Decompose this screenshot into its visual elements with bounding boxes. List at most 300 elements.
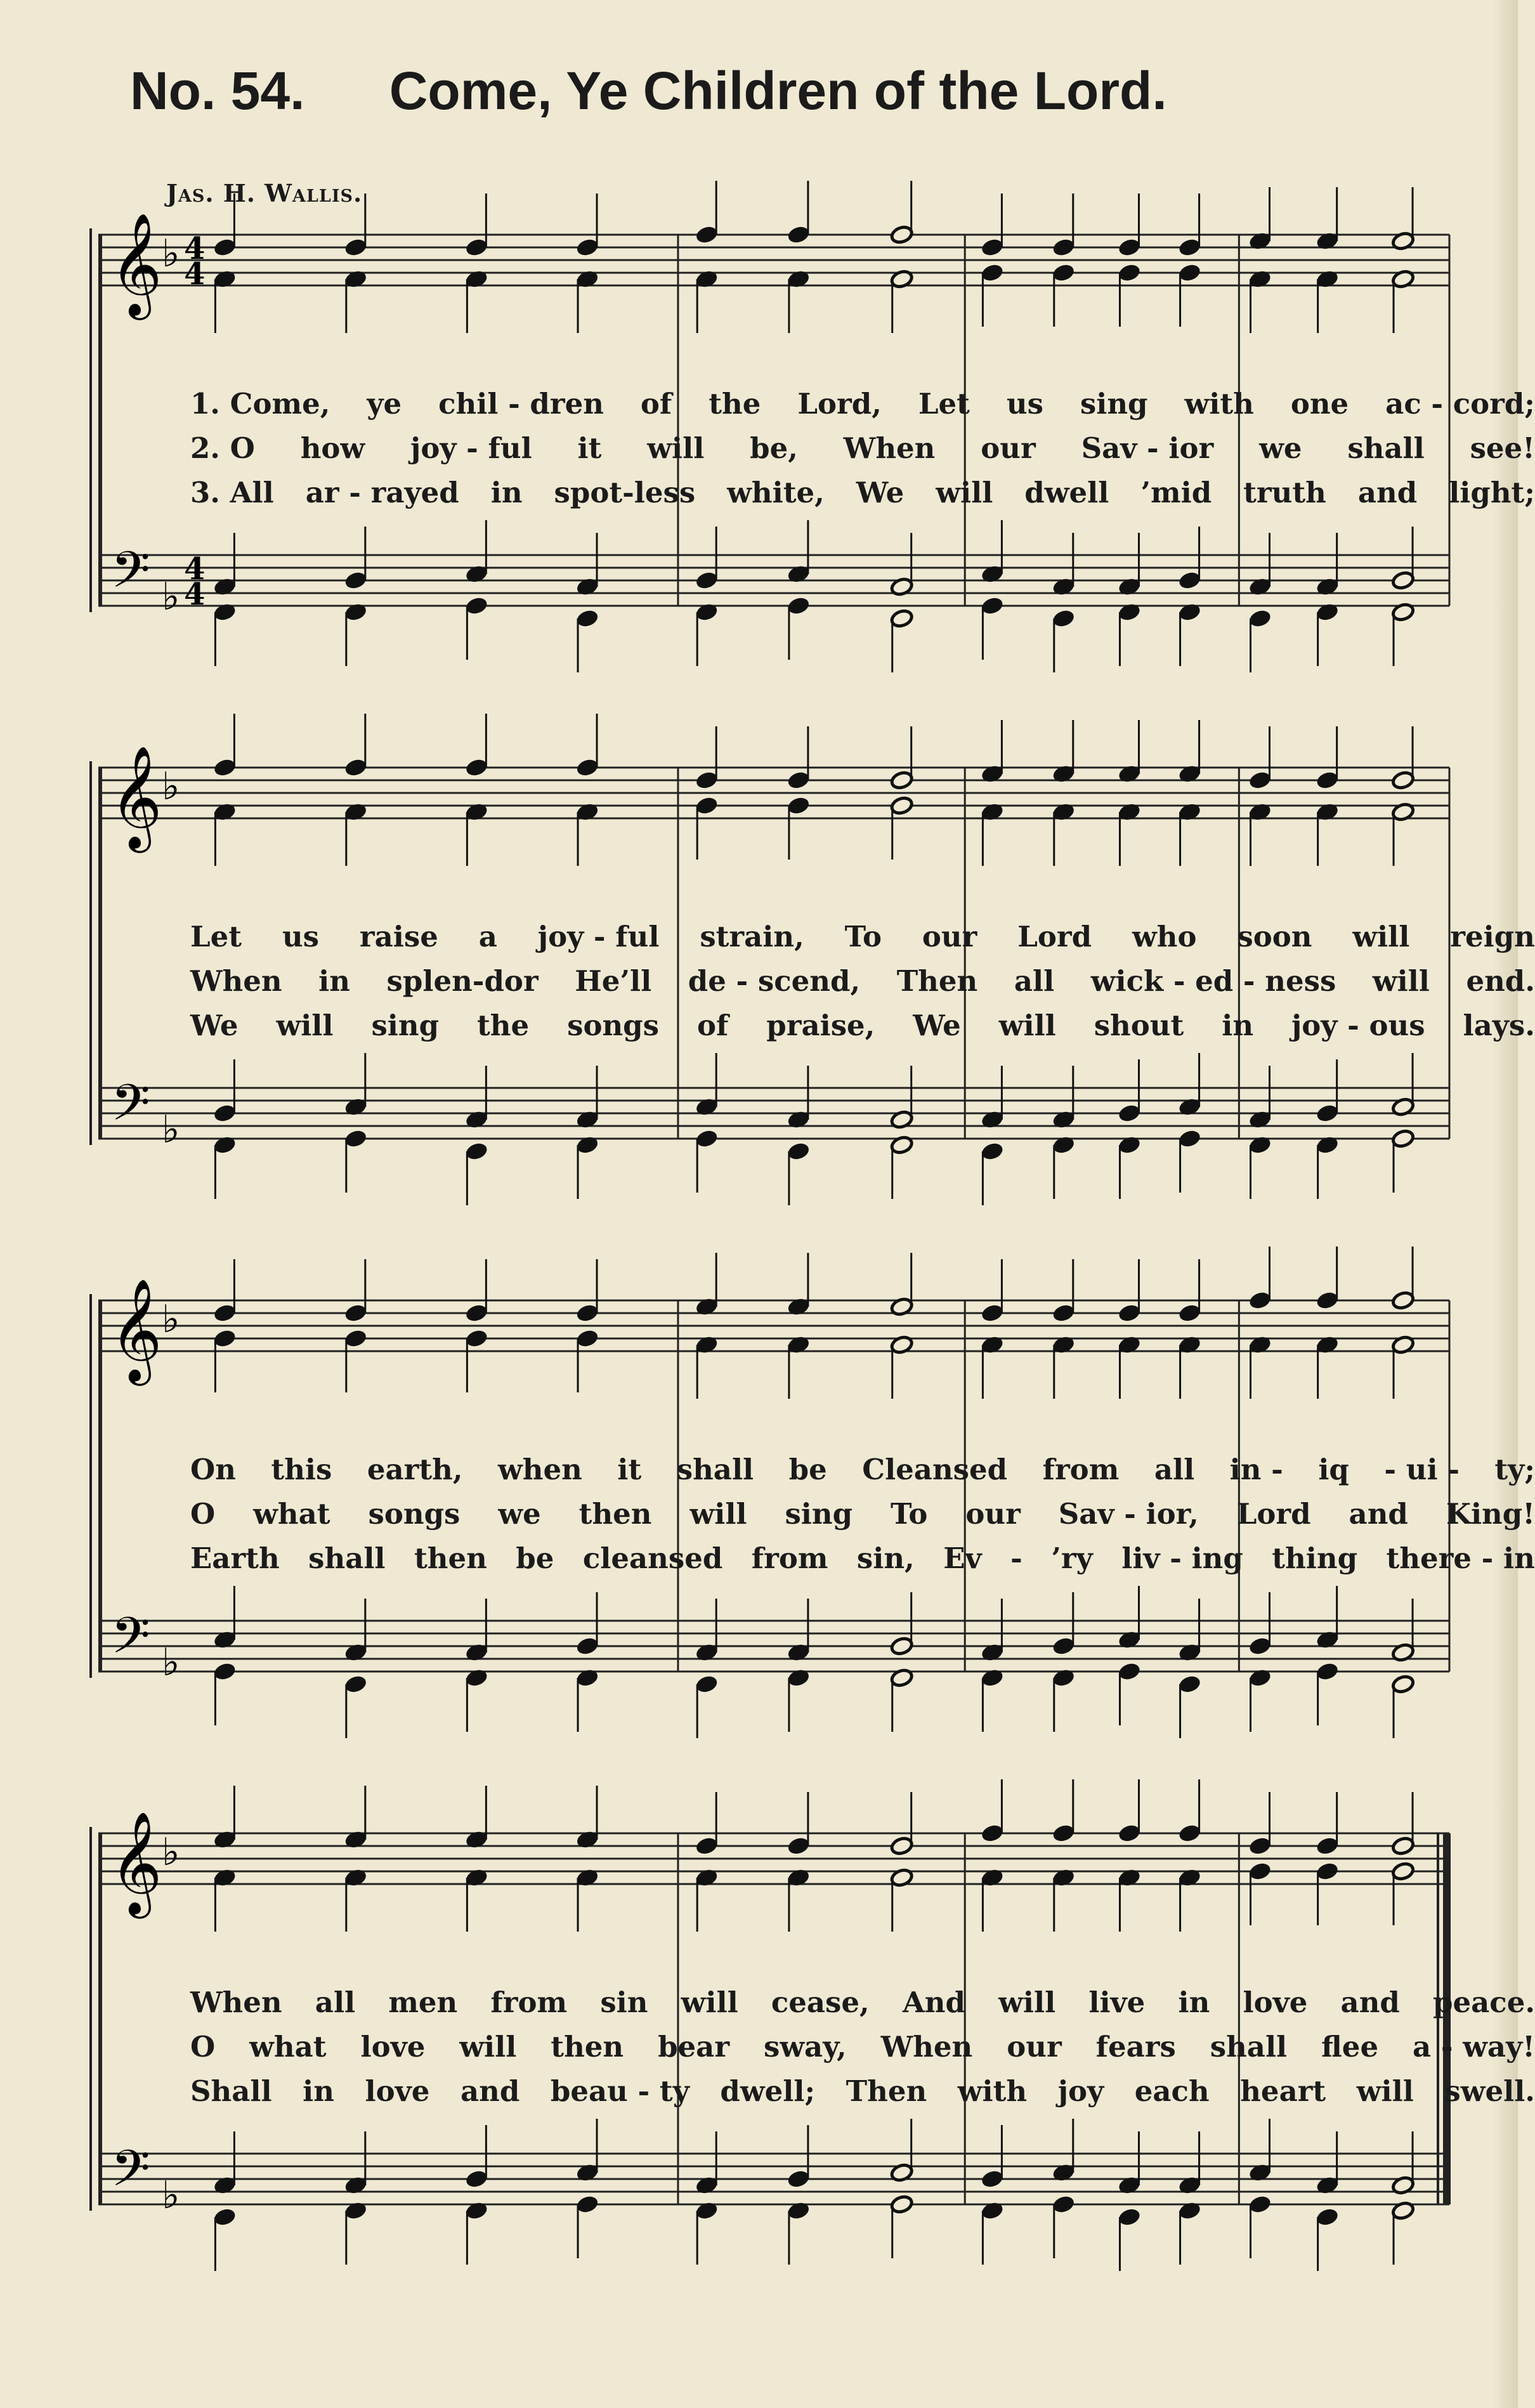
bass-staff — [98, 1621, 1449, 1672]
lyric-syllable: be — [516, 1541, 554, 1575]
lyric-syllable: Lord, — [797, 387, 882, 421]
lyric-line — [190, 920, 1535, 964]
lyric-syllable: He’ll — [575, 964, 652, 998]
lyric-syllable: chil - dren — [438, 387, 604, 421]
lyric-syllable: O — [190, 1497, 216, 1531]
quarter-note — [1118, 237, 1142, 258]
lyric-syllable: our — [1007, 2030, 1062, 2064]
lyric-syllable: will — [681, 1986, 738, 2019]
half-note — [890, 770, 914, 790]
quarter-note — [465, 1328, 489, 1349]
quarter-note — [213, 757, 237, 778]
quarter-note — [1118, 1823, 1142, 1843]
lyric-syllable: 3. All — [190, 476, 274, 509]
quarter-note — [695, 570, 719, 591]
lyric-syllable: Earth — [190, 1541, 280, 1575]
quarter-note — [1118, 263, 1142, 283]
lyric-syllable: Let — [918, 387, 970, 421]
lyric-syllable: ’ry — [1051, 1541, 1093, 1575]
lyric-syllable: bear — [658, 2030, 730, 2064]
quarter-note — [1248, 1836, 1272, 1856]
quarter-note — [695, 1129, 719, 1149]
lyric-syllable: We — [190, 1009, 238, 1042]
quarter-note — [1248, 770, 1272, 790]
lyric-syllable: will — [689, 1497, 747, 1531]
lyric-syllable: reign — [1450, 920, 1535, 953]
quarter-note — [695, 770, 719, 790]
lyric-syllable: in — [318, 964, 350, 998]
quarter-note — [787, 1836, 811, 1856]
lyric-syllable: Shall — [190, 2074, 272, 2108]
quarter-note — [981, 596, 1005, 616]
lyric-syllable: all — [1014, 964, 1055, 998]
lyric-syllable: ye — [367, 387, 402, 421]
music-system-1 — [98, 213, 1535, 723]
lyric-syllable: and — [1357, 476, 1418, 509]
time-signature-top: 4 — [184, 231, 206, 266]
lyric-syllable: will — [459, 2030, 517, 2064]
lyric-syllable: shall — [1210, 2030, 1288, 2064]
lyric-syllable: truth — [1243, 476, 1326, 509]
lyric-line — [190, 1541, 1535, 1586]
half-note — [1391, 1674, 1415, 1694]
quarter-note — [1178, 1674, 1202, 1694]
quarter-note — [1052, 237, 1076, 258]
lyric-line — [190, 1986, 1535, 2030]
lyric-line — [190, 1453, 1535, 1497]
lyric-syllable: white, — [727, 476, 825, 509]
quarter-note — [787, 1141, 811, 1161]
quarter-note — [1052, 1636, 1076, 1656]
lyric-syllable: and — [1349, 1497, 1408, 1531]
lyric-syllable: 1. Come, — [190, 387, 330, 421]
lyric-syllable: all — [1154, 1453, 1195, 1486]
quarter-note — [213, 1303, 237, 1323]
hymn-heading — [130, 60, 1167, 122]
quarter-note — [981, 237, 1005, 258]
quarter-note — [695, 795, 719, 816]
quarter-note — [1118, 1661, 1142, 1682]
lyric-syllable: spot-less — [554, 476, 696, 509]
key-flat-icon: ♭ — [162, 575, 180, 619]
quarter-note — [213, 1328, 237, 1349]
quarter-note — [575, 1328, 599, 1349]
lyric-syllable: joy - ful — [410, 431, 532, 465]
quarter-note — [1316, 1103, 1340, 1123]
lyric-syllable: Lord — [1017, 920, 1092, 953]
bass-clef-icon: 𝄢 — [111, 2139, 150, 2210]
lyric-syllable: it — [617, 1453, 642, 1486]
quarter-note — [465, 2169, 489, 2189]
lyric-line — [190, 476, 1535, 520]
quarter-note — [465, 596, 489, 616]
quarter-note — [981, 263, 1005, 283]
lyric-syllable: Ev — [943, 1541, 982, 1575]
lyric-syllable: this — [271, 1453, 332, 1486]
verse-lyrics — [190, 1986, 1535, 2119]
lyric-syllable: will — [1372, 964, 1430, 998]
lyric-syllable: And — [902, 1986, 965, 2019]
half-note — [890, 608, 914, 629]
bass-staff — [98, 1088, 1449, 1139]
lyric-syllable: Sav - ior, — [1058, 1497, 1199, 1531]
lyric-syllable: Let — [190, 920, 242, 953]
lyric-syllable: of — [640, 387, 672, 421]
lyric-syllable: it — [577, 431, 602, 465]
lyric-syllable: Lord — [1236, 1497, 1311, 1531]
quarter-note — [787, 2169, 811, 2189]
half-note — [890, 1636, 914, 1656]
lyric-syllable: swell. — [1444, 2074, 1535, 2108]
lyric-syllable: with — [1184, 387, 1254, 421]
quarter-note — [1052, 1303, 1076, 1323]
lyric-syllable: from — [751, 1541, 828, 1575]
lyric-syllable: cleansed — [582, 1541, 723, 1575]
key-flat-icon: ♭ — [162, 232, 180, 276]
lyric-syllable: joy — [1057, 2074, 1104, 2108]
bass-clef-icon: 𝄢 — [111, 540, 150, 612]
quarter-note — [213, 1661, 237, 1682]
treble-clef-icon: 𝄞 — [110, 745, 162, 849]
quarter-note — [344, 1129, 368, 1149]
lyric-syllable: heart — [1240, 2074, 1326, 2108]
bass-staff — [98, 555, 1449, 606]
lyric-syllable: a — [478, 920, 497, 953]
quarter-note — [1248, 1636, 1272, 1656]
lyric-syllable: shall — [308, 1541, 386, 1575]
quarter-note — [981, 1823, 1005, 1843]
lyric-syllable: - — [1010, 1541, 1022, 1575]
key-flat-icon: ♭ — [162, 764, 180, 809]
half-note — [890, 1836, 914, 1856]
treble-clef-icon: 𝄞 — [110, 1278, 162, 1382]
lyric-syllable: sin — [600, 1986, 648, 2019]
lyric-syllable: in — [490, 476, 523, 509]
quarter-note — [787, 770, 811, 790]
quarter-note — [1052, 2194, 1076, 2215]
lyric-syllable: there - in — [1386, 1541, 1535, 1575]
lyric-syllable: beau - ty — [550, 2074, 689, 2108]
lyric-line — [190, 2030, 1535, 2074]
lyric-syllable: wick - ed - ness — [1090, 964, 1336, 998]
lyric-syllable: thing — [1272, 1541, 1358, 1575]
lyric-syllable: from — [490, 1986, 568, 2019]
lyric-syllable: live — [1088, 1986, 1146, 2019]
lyric-syllable: Then — [846, 2074, 927, 2108]
lyric-syllable: our — [981, 431, 1036, 465]
lyric-syllable: strain, — [700, 920, 804, 953]
lyric-syllable: On — [190, 1453, 236, 1486]
hymn-title: Come, Ye Children of the Lord. — [389, 61, 1167, 121]
treble-staff — [98, 235, 1449, 285]
lyric-syllable: will — [1352, 920, 1410, 953]
lyric-syllable: will — [998, 1986, 1056, 2019]
quarter-note — [1178, 237, 1202, 258]
verse-lyrics — [190, 387, 1535, 520]
lyric-syllable: what — [249, 2030, 327, 2064]
lyric-syllable: sing — [1080, 387, 1148, 421]
lyric-syllable: when — [498, 1453, 582, 1486]
lyric-syllable: in — [1178, 1986, 1210, 2019]
hymn-author: Jas. H. Wallis. — [166, 179, 363, 207]
lyric-syllable: lays. — [1463, 1009, 1535, 1042]
quarter-note — [1118, 1103, 1142, 1123]
lyric-syllable: ac - cord; — [1385, 387, 1535, 421]
half-note — [1391, 1129, 1415, 1149]
quarter-note — [1178, 1823, 1202, 1843]
lyric-syllable: splen-dor — [386, 964, 539, 998]
lyric-syllable: When — [880, 2030, 973, 2064]
quarter-note — [1052, 608, 1076, 629]
quarter-note — [981, 1141, 1005, 1161]
lyric-syllable: will — [936, 476, 993, 509]
lyric-syllable: sing — [371, 1009, 440, 1042]
lyric-syllable: how — [300, 431, 365, 465]
quarter-note — [787, 596, 811, 616]
key-flat-icon: ♭ — [162, 1108, 180, 1152]
half-note — [1391, 1836, 1415, 1856]
lyric-syllable: be — [788, 1453, 827, 1486]
lyric-syllable: will — [998, 1009, 1056, 1042]
quarter-note — [213, 1103, 237, 1123]
quarter-note — [695, 1674, 719, 1694]
lyric-syllable: a - way! — [1413, 2030, 1535, 2064]
lyric-syllable: earth, — [367, 1453, 463, 1486]
quarter-note — [213, 237, 237, 258]
lyric-syllable: what — [253, 1497, 330, 1531]
half-note — [890, 795, 914, 816]
lyric-syllable: When — [190, 1986, 282, 2019]
lyric-syllable: O — [190, 2030, 216, 2064]
lyric-syllable: love — [1243, 1986, 1308, 2019]
lyric-syllable: sway, — [763, 2030, 847, 2064]
lyric-syllable: each — [1134, 2074, 1210, 2108]
quarter-note — [1316, 2207, 1340, 2227]
lyric-syllable: the — [709, 387, 761, 421]
lyric-syllable: peace. — [1433, 1986, 1535, 2019]
quarter-note — [1118, 1303, 1142, 1323]
lyric-line — [190, 1497, 1535, 1541]
quarter-note — [344, 1303, 368, 1323]
time-signature-bottom: 4 — [184, 256, 206, 292]
verse-lyrics — [190, 920, 1535, 1053]
lyric-syllable: who — [1132, 920, 1197, 953]
lyric-syllable: us — [282, 920, 320, 953]
lyric-syllable: shout — [1094, 1009, 1184, 1042]
lyric-syllable: When — [190, 964, 282, 998]
quarter-note — [1316, 1861, 1340, 1881]
lyric-line — [190, 964, 1535, 1009]
lyric-syllable: us — [1006, 387, 1043, 421]
quarter-note — [465, 237, 489, 258]
lyric-syllable: iq — [1318, 1453, 1349, 1486]
lyric-syllable: sin, — [856, 1541, 915, 1575]
quarter-note — [1316, 1290, 1340, 1311]
quarter-note — [344, 570, 368, 591]
quarter-note — [1316, 1836, 1340, 1856]
lyric-line — [190, 1009, 1535, 1053]
lyric-syllable: our — [965, 1497, 1021, 1531]
half-note — [1391, 770, 1415, 790]
lyric-syllable: with — [957, 2074, 1028, 2108]
music-system-4 — [98, 1811, 1535, 2322]
lyric-syllable: shall — [676, 1453, 754, 1486]
lyric-line — [190, 431, 1535, 476]
quarter-note — [1178, 1129, 1202, 1149]
lyric-syllable: we — [1259, 431, 1302, 465]
lyric-syllable: fears — [1095, 2030, 1176, 2064]
treble-clef-icon: 𝄞 — [110, 213, 162, 316]
lyric-syllable: ty; — [1494, 1453, 1535, 1486]
lyric-syllable: ar - rayed — [305, 476, 459, 509]
key-flat-icon: ♭ — [162, 2173, 180, 2218]
lyric-syllable: and — [1340, 1986, 1400, 2019]
quarter-note — [575, 1636, 599, 1656]
lyric-syllable: we — [498, 1497, 541, 1531]
half-note — [890, 2194, 914, 2215]
lyric-syllable: see! — [1470, 431, 1535, 465]
quarter-note — [695, 225, 719, 245]
lyric-syllable: flee — [1321, 2030, 1379, 2064]
lyric-syllable: de - scend, — [688, 964, 861, 998]
quarter-note — [344, 1674, 368, 1694]
lyric-syllable: all — [315, 1986, 356, 2019]
lyric-syllable: one — [1290, 387, 1349, 421]
half-note — [1391, 1861, 1415, 1881]
half-note — [890, 225, 914, 245]
time-signature-top: 4 — [184, 551, 206, 587]
quarter-note — [1052, 1823, 1076, 1843]
quarter-note — [1118, 2207, 1142, 2227]
quarter-note — [1178, 570, 1202, 591]
quarter-note — [344, 757, 368, 778]
lyric-syllable: To — [891, 1497, 928, 1531]
lyric-syllable: love — [365, 2074, 430, 2108]
key-flat-icon: ♭ — [162, 1297, 180, 1342]
quarter-note — [575, 608, 599, 629]
lyric-syllable: then — [551, 2030, 624, 2064]
lyric-syllable: ’mid — [1140, 476, 1212, 509]
quarter-note — [981, 2169, 1005, 2189]
quarter-note — [465, 757, 489, 778]
quarter-note — [575, 1303, 599, 1323]
lyric-syllable: King! — [1446, 1497, 1535, 1531]
lyric-syllable: To — [844, 920, 882, 953]
lyric-syllable: - ui - — [1384, 1453, 1460, 1486]
quarter-note — [1248, 1861, 1272, 1881]
lyric-syllable: Then — [896, 964, 978, 998]
lyric-syllable: raise — [359, 920, 438, 953]
lyric-syllable: then — [414, 1541, 487, 1575]
bass-clef-icon: 𝄢 — [111, 1073, 150, 1144]
music-system-2 — [98, 745, 1535, 1256]
key-flat-icon: ♭ — [162, 1640, 180, 1685]
lyric-syllable: light; — [1449, 476, 1535, 509]
lyric-syllable: of — [696, 1009, 729, 1042]
lyric-syllable: love — [360, 2030, 426, 2064]
quarter-note — [1248, 2194, 1272, 2215]
lyric-line — [190, 2074, 1535, 2119]
lyric-syllable: liv - ing — [1121, 1541, 1243, 1575]
quarter-note — [1052, 263, 1076, 283]
quarter-note — [695, 1836, 719, 1856]
bass-clef-icon: 𝄢 — [111, 1606, 150, 1677]
lyric-syllable: from — [1042, 1453, 1120, 1486]
half-note — [1391, 570, 1415, 591]
lyric-syllable: end. — [1466, 964, 1535, 998]
quarter-note — [1316, 770, 1340, 790]
quarter-note — [575, 237, 599, 258]
lyric-syllable: will — [276, 1009, 334, 1042]
verse-lyrics — [190, 1453, 1535, 1586]
lyric-syllable: the — [477, 1009, 530, 1042]
lyric-syllable: sing — [785, 1497, 853, 1531]
quarter-note — [344, 1328, 368, 1349]
quarter-note — [787, 795, 811, 816]
lyric-syllable: our — [922, 920, 977, 953]
lyric-syllable: When — [843, 431, 936, 465]
quarter-note — [787, 225, 811, 245]
lyric-syllable: 2. O — [190, 431, 255, 465]
quarter-note — [1248, 1290, 1272, 1311]
quarter-note — [465, 1303, 489, 1323]
lyric-syllable: dwell; — [720, 2074, 816, 2108]
lyric-syllable: songs — [368, 1497, 461, 1531]
half-note — [1391, 1290, 1415, 1311]
lyric-syllable: in — [1222, 1009, 1254, 1042]
lyric-syllable: will — [1356, 2074, 1414, 2108]
lyric-syllable: then — [578, 1497, 652, 1531]
lyric-syllable: songs — [567, 1009, 659, 1042]
key-flat-icon: ♭ — [162, 1830, 180, 1875]
quarter-note — [213, 2207, 237, 2227]
quarter-note — [465, 1141, 489, 1161]
treble-staff — [98, 768, 1449, 818]
lyric-syllable: We — [913, 1009, 961, 1042]
lyric-syllable: shall — [1347, 431, 1425, 465]
quarter-note — [981, 1303, 1005, 1323]
lyric-line — [190, 387, 1535, 431]
treble-staff — [98, 1833, 1449, 1884]
lyric-syllable: be, — [750, 431, 798, 465]
lyric-syllable: in — [303, 2074, 334, 2108]
time-signature-bottom: 4 — [184, 577, 206, 612]
lyric-syllable: cease, — [771, 1986, 870, 2019]
lyric-syllable: Sav - ior — [1081, 431, 1214, 465]
lyric-syllable: in - — [1229, 1453, 1283, 1486]
lyric-syllable: men — [388, 1986, 458, 2019]
lyric-syllable: joy - ful — [537, 920, 660, 953]
lyric-syllable: joy - ous — [1291, 1009, 1425, 1042]
lyric-syllable: We — [856, 476, 905, 509]
lyric-syllable: and — [461, 2074, 520, 2108]
hymn-number: No. 54. — [130, 61, 305, 121]
quarter-note — [575, 2194, 599, 2215]
bass-staff — [98, 2154, 1449, 2204]
lyric-syllable: soon — [1237, 920, 1312, 953]
lyric-syllable: praise, — [766, 1009, 875, 1042]
quarter-note — [344, 237, 368, 258]
lyric-syllable: will — [647, 431, 705, 465]
music-system-3 — [98, 1278, 1535, 1789]
quarter-note — [1178, 263, 1202, 283]
treble-clef-icon: 𝄞 — [110, 1811, 162, 1914]
treble-staff — [98, 1300, 1449, 1351]
quarter-note — [575, 757, 599, 778]
quarter-note — [1316, 1661, 1340, 1682]
quarter-note — [1178, 1303, 1202, 1323]
lyric-syllable: Cleansed — [862, 1453, 1008, 1486]
